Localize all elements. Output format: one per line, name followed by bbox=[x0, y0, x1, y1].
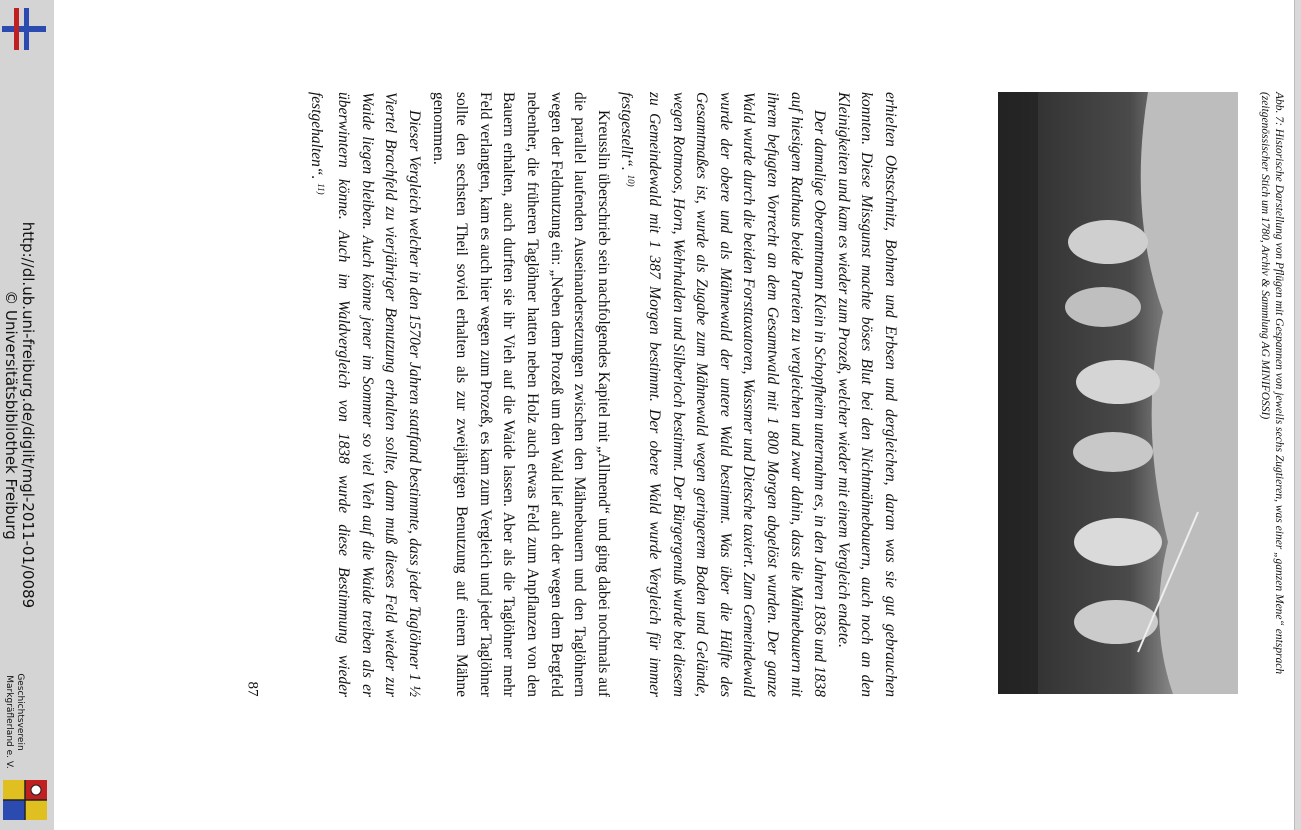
plowing-engraving-image bbox=[998, 92, 1238, 694]
paragraph-2: Der damalige Oberamtmann Klein in Schopfheim unternahm es, in den Jahren 1836 und 1838 auf hiesigem Rathaus beide Parteien zu vergleichen und zwar dahin, dass die Mähnebauern mit ihrem befugten Vorrecht an dem Gesamtwald mit 1 800 Morgen abgelöst wurden. Der ganze Wald wurde durch die beiden Forsttaxatoren, Wassmer und Dietsche taxiert. Zum Gemeindewald wurde der obere und als Mähnewald der untere Wald bestimmt. Was über die Hälfte des Gesamtmaßes ist, wurde als Zugabe zum Mähnewald wegen geringerem Boden und Gelände, wegen Rotmoos, Horn, Wehrhalden und Silberloch bestimmt. Der Bürgergenuß wurde bei diesem zu Gemeindewald mit 1 387 Morgen bestimmt. Der obere Wald wurde Vergleich für immer festgestellt“. $^{10)}$ bbox=[618, 92, 829, 697]
scanned-page bbox=[56, 0, 1294, 830]
figure-caption: Abb. 7: Historische Darstellung von Pflügen mit Gespannen von jeweils sechs Zugtieren, was einer „ganzen Mene“ entsprach (zeitgenössischer Stich um 1780, Archiv & Sammlung AG MINIFOSSI) bbox=[1259, 92, 1285, 675]
source-url[interactable]: http://dl.ub.uni-freiburg.de/diglit/mgl-2011-01/0089 bbox=[19, 221, 37, 609]
viewer-sidebar bbox=[0, 0, 54, 830]
article-body bbox=[304, 92, 902, 697]
society-name-line1: Geschichtsverein bbox=[15, 673, 25, 751]
footnote-ref-10: 10) bbox=[626, 174, 637, 187]
paragraph-3: Kreusslin überschrieb sein nachfolgendes Kapitel mit „Allmend“ und ging dabei nochmals auf die parallel laufenden Auseinandersetzungen zwischen den Mähnebauern und den Taglöhnern wegen der Feldnutzung ein: „Neben dem Prozeß um den Wald lief auch der wegen dem Bergfeld nebenher, die früheren Taglöhner hatten neben Holz auch etwas Feld zum Anpflanzen von den Bauern erhalten, auch durften sie ihr Vieh auf die Waide lassen. Aber als die Taglöhner mehr Feld verlangten, kam es auch hier wegen zum Prozeß, es kam zum Vergleich und jeder Taglöhner sollte den sechsten Theil soviel erhalten als zur zweijährigen Benutzung auf einem Mähne genommen. bbox=[429, 92, 612, 697]
society-name-line2: Markgräflerland e. V. bbox=[4, 675, 14, 769]
society-crest-icon bbox=[1, 778, 49, 822]
paragraph-4: Dieser Vergleich welcher in den 1570er Jahren stattfand bestimmte, dass jeder Taglöhner 1 ½ Viertel Brachfeld zu vierjähriger Benutzung erhalten sollte, dann muß dieses Feld wieder zur Waide liegen bleiben. Auch könne jener im Sommer so viel Vieh auf die Waide treiben als er überwintern könne. Auch im Waldvergleich von 1838 wurde diese Bestimmung wieder festgehalten“. $^{11)}$ bbox=[307, 92, 423, 697]
ub-freiburg-logo-icon[interactable] bbox=[2, 6, 46, 52]
viewer-scrollbar[interactable] bbox=[1294, 0, 1301, 830]
footnote-ref-11: 11) bbox=[315, 183, 326, 195]
copyright-notice: © Universitätsbibliothek Freiburg bbox=[2, 290, 20, 540]
page-number: 87 bbox=[244, 681, 261, 697]
paragraph-1: erhielten Obstschnitz, Bohnen und Erbsen und dergleichen, daran was sie gut gebrauchen konnten. Diese Missgunst machte böses Blut bei den Nichtmähnebauern, auch noch an den Kleinigkeiten und kam es wieder zum Prozeß, welcher wieder mit einem Vergleich endete. bbox=[834, 92, 899, 697]
